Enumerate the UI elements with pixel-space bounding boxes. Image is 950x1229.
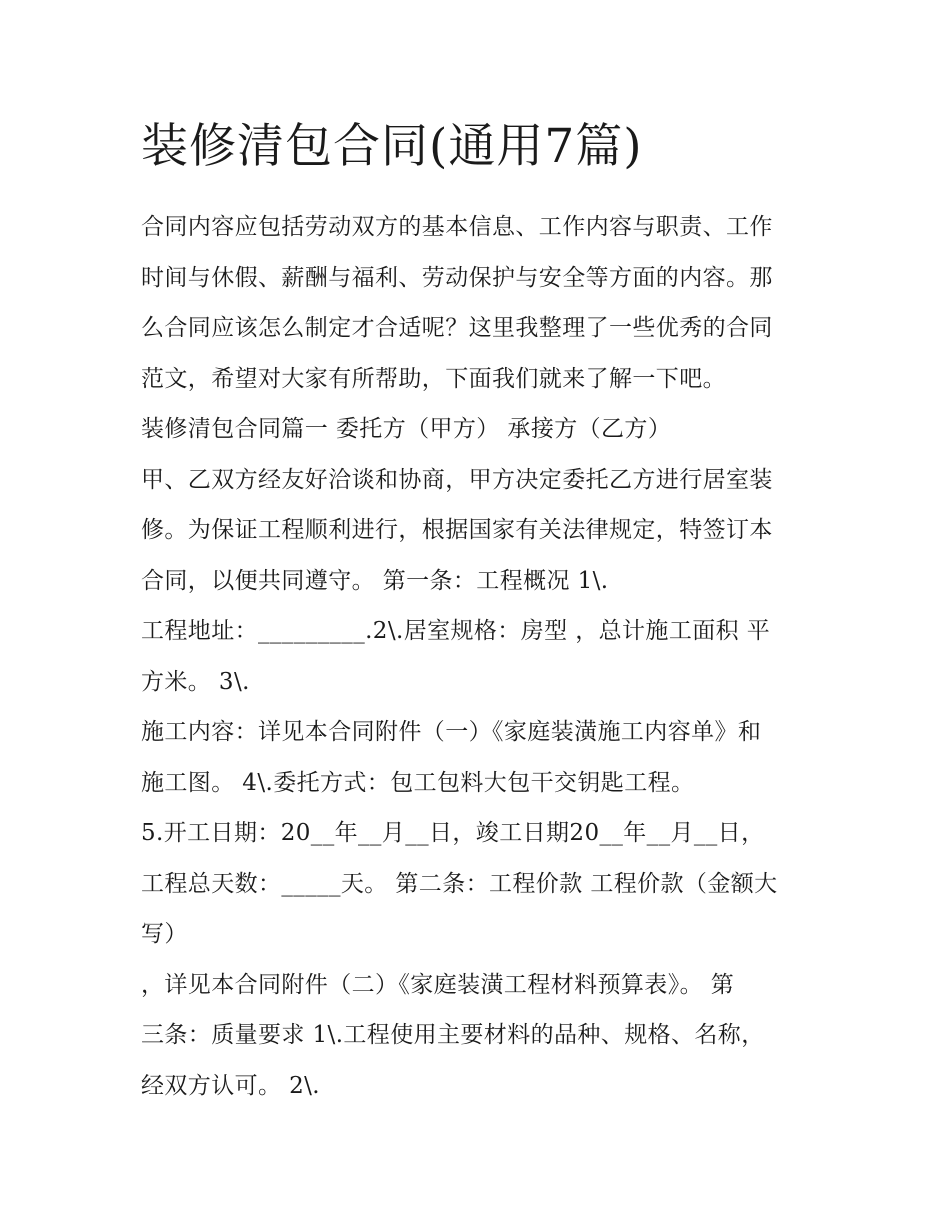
- text-line: ，详见本合同附件（二）《家庭装潢工程材料预算表》。 第: [141, 971, 735, 998]
- text-line: 工程总天数：_____天。 第二条：工程价款 工程价款（金额大: [141, 870, 778, 897]
- section-heading-line: 装修清包合同篇一 委托方（甲方） 承接方（乙方）: [141, 416, 672, 442]
- text-line: 经双方认可。 2\.: [141, 1072, 321, 1099]
- text-line: 甲、乙双方经友好洽谈和协商，甲方决定委托乙方进行居室装: [141, 466, 773, 493]
- text-line: 施工图。 4\.委托方式：包工包料大包干交钥匙工程。: [141, 769, 695, 796]
- text-line: 范文，希望对大家有所帮助，下面我们就来了解一下吧。: [141, 365, 726, 392]
- text-line: 时间与休假、薪酬与福利、劳动保护与安全等方面的内容。那: [141, 264, 773, 291]
- text-line: 修。为保证工程顺利进行，根据国家有关法律规定，特签订本: [141, 517, 773, 543]
- text-line: 合同内容应包括劳动双方的基本信息、工作内容与职责、工作: [141, 214, 773, 240]
- document-title: 装修清包合同(通用7篇): [141, 119, 643, 174]
- text-line: 工程地址：_________.2\.居室规格：房型 ，总计施工面积 平: [141, 618, 771, 644]
- text-line: 三条：质量要求 1\.工程使用主要材料的品种、规格、名称，: [141, 1022, 765, 1048]
- text-line: 写）: [141, 921, 188, 947]
- text-line: 施工内容：详见本合同附件（一）《家庭装潢施工内容单》和: [141, 719, 762, 745]
- text-line: 5.开工日期：20__年__月__日，竣工日期20__年__月__日，: [141, 820, 765, 846]
- text-line: 方米。 3\.: [141, 668, 250, 695]
- text-line: 合同，以便共同遵守。 第一条：工程概况 1\.: [141, 567, 609, 594]
- document-page: [141, 112, 813, 1111]
- document-body: [141, 202, 813, 1111]
- text-line: 么合同应该怎么制定才合适呢？这里我整理了一些优秀的合同: [141, 315, 773, 341]
